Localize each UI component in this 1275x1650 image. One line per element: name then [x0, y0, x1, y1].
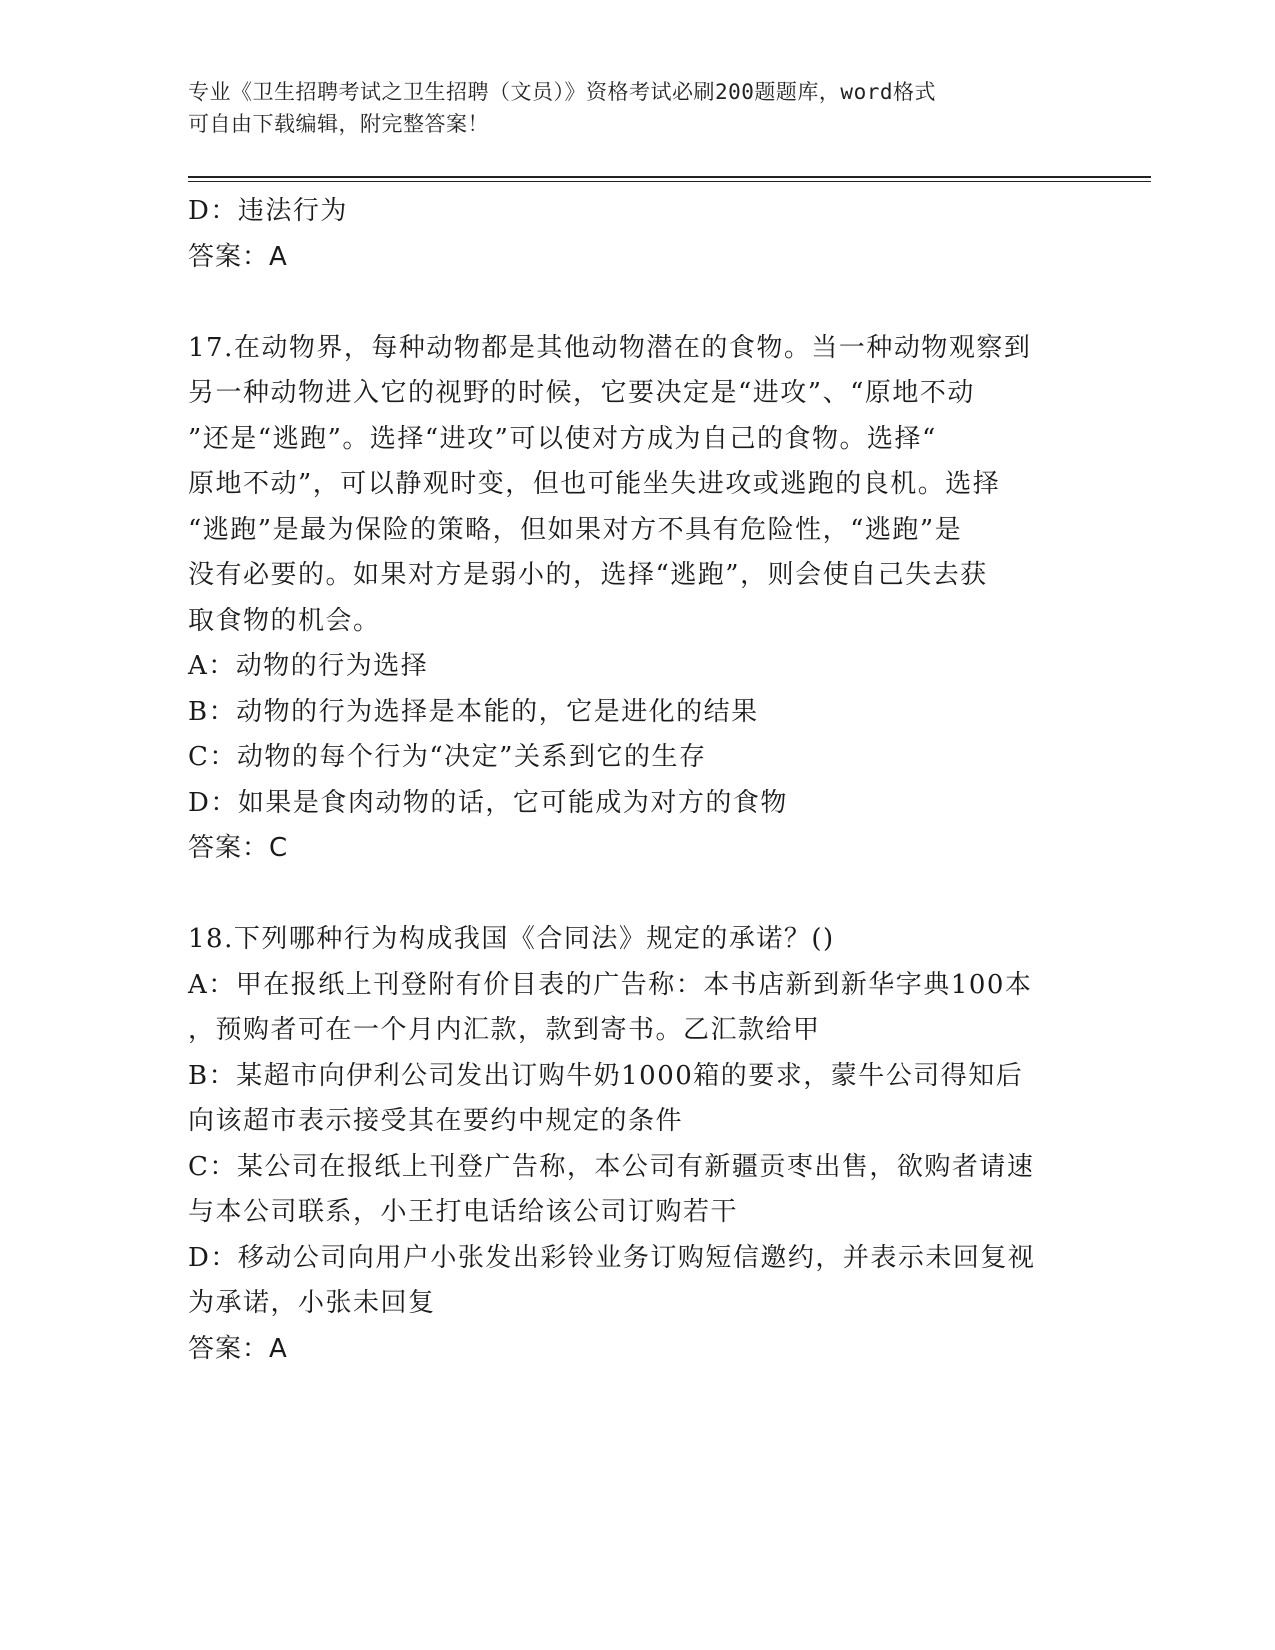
q18-question: 18.下列哪种行为构成我国《合同法》规定的承诺？() — [188, 924, 835, 954]
header-divider-thick — [188, 176, 1151, 178]
document-body — [188, 189, 1088, 1372]
q17-option-c: C：动物的每个行为“决定”关系到它的生存 — [188, 742, 707, 772]
q17-text-line: ”还是“逃跑”。选择“进攻”可以使对方成为自己的食物。选择“ — [188, 423, 937, 454]
q17-text-line: 原地不动”，可以静观时变，但也可能坐失进攻或逃跑的良机。选择 — [188, 469, 1001, 499]
prev-answer: 答案：A — [188, 241, 288, 272]
q17-text-line: 没有必要的。如果对方是弱小的，选择“逃跑”，则会使自己失去获 — [188, 560, 988, 590]
spacer — [188, 872, 1088, 918]
q18-option-b: B：某超市向伊利公司发出订购牛奶1000箱的要求，蒙牛公司得知后 — [188, 1060, 1024, 1091]
header-line-2: 可自由下载编辑，附完整答案！ — [188, 112, 489, 136]
header-line-1: 专业《卫生招聘考试之卫生招聘（文员）》资格考试必刷200题题库，word格式 — [188, 80, 936, 104]
q17-option-b: B：动物的行为选择是本能的，它是进化的结果 — [188, 696, 759, 727]
q17-text-line: 17.在动物界，每种动物都是其他动物潜在的食物。当一种动物观察到 — [188, 332, 1032, 363]
q18-answer: 答案：A — [188, 1333, 288, 1364]
spacer — [188, 280, 1088, 326]
prev-option-d: D：违法行为 — [188, 196, 348, 226]
question-18 — [188, 917, 1088, 1372]
q17-answer: 答案：C — [188, 833, 289, 863]
q17-text-line: “逃跑”是最为保险的策略，但如果对方不具有危险性，“逃跑”是 — [188, 514, 963, 545]
header-divider-thin — [188, 181, 1151, 182]
question-17 — [188, 326, 1088, 872]
q18-option-a: A：甲在报纸上刊登附有价目表的广告称：本书店新到新华字典100本 — [188, 969, 1033, 1000]
document-header — [188, 76, 1068, 140]
q18-option-d: D：移动公司向用户小张发出彩铃业务订购短信邀约，并表示未回复视 — [188, 1242, 1036, 1273]
q17-option-d: D：如果是食肉动物的话，它可能成为对方的食物 — [188, 787, 788, 818]
q18-option-c: C：某公司在报纸上刊登广告称，本公司有新疆贡枣出售，欲购者请速 — [188, 1151, 1035, 1182]
q18-option-d-cont: 为承诺，小张未回复 — [188, 1288, 436, 1318]
q18-option-a-cont: ，预购者可在一个月内汇款，款到寄书。乙汇款给甲 — [188, 1015, 821, 1045]
q18-option-c-cont: 与本公司联系，小王打电话给该公司订购若干 — [188, 1197, 739, 1227]
q17-text-line: 取食物的机会。 — [188, 605, 381, 636]
q18-option-b-cont: 向该超市表示接受其在要约中规定的条件 — [188, 1106, 684, 1136]
q17-text-line: 另一种动物进入它的视野的时候，它要决定是“进攻”、“原地不动 — [188, 378, 975, 408]
q17-option-a: A：动物的行为选择 — [188, 651, 429, 681]
